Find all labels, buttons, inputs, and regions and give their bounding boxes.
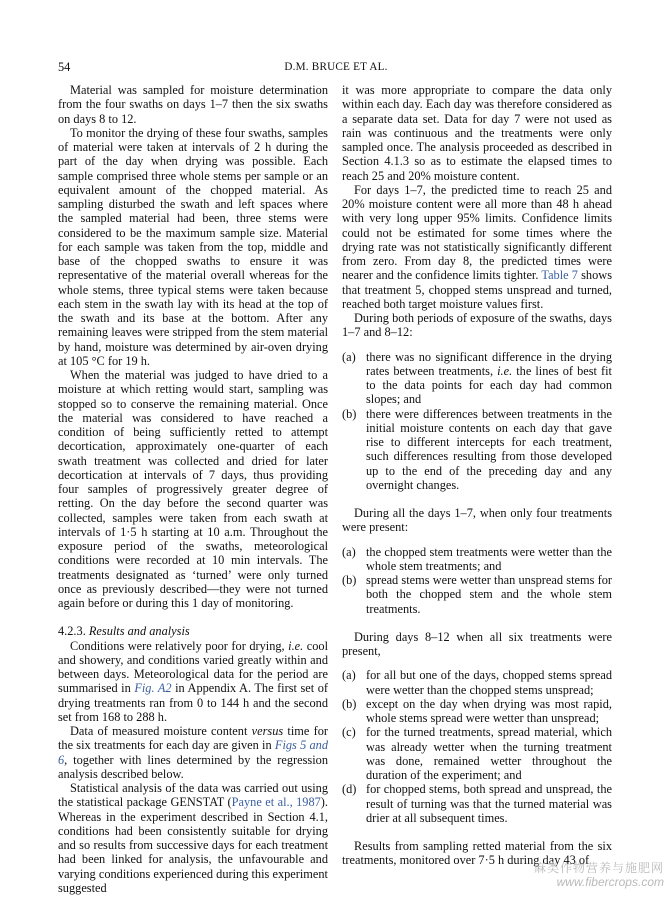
condition-list xyxy=(342,350,612,493)
condition-list xyxy=(342,668,612,825)
paragraph: it was more appropriate to compare the data only within each day. Each day was therefore considered as a separate data set. Data for day 7 were not used as rain was continuous and the treatments were only sampled once. The analysis proceeded as described in Section 4.1.3 so as to estimate the elapsed times to reach 25 and 20% moisture content. xyxy=(342,83,612,183)
paragraph: When the material was judged to have dried to a moisture at which retting would start, sampling was stopped so to conserve the remaining material. Once the material was considered to have reached a condition of being sufficiently retted to attempt decortication, approximately one-quarter of each swath treatment was collected and dried for later decortication at intervals of 7 days, thus providing four samples of progressively greater degree of retting. On the day before the second quarter was collected, samples were taken from each swath at intervals of 1·5 h starting at 10 a.m. Throughout the exposure period of the swaths, meteorological conditions were recorded at 10 min intervals. The treatments designated as ‘turned’ were only turned once as previously described—they were not turned again before or during this 1 day of monitoring. xyxy=(58,368,328,610)
paragraph: During all the days 1–7, when only four treatments were present: xyxy=(342,506,612,535)
paragraph: To monitor the drying of these four swaths, samples of material were taken at intervals of 2 h during the part of the day when drying was possible. Each sample comprised three whole stems per sample or an equivalent amount of the chopped material. As sampling disturbed the swath and left spaces where the sampled material had been, three stems were considered to be the maximum sample size. Material for each sample was taken from the top, middle and base of the chopped swaths to ensure it was representative of the material overall whereas for the whole stems, three typical stems were taken because each stem in the swath lay with its head at the top of the swath and its base at the bottom. After any remaining leaves were stripped from the stem material by hand, moisture was determined by air-oven drying at 105 °C for 19 h. xyxy=(58,125,328,368)
paragraph: Statistical analysis of the data was carried out using the statistical package GENSTAT (Payne et al., 1987). Whereas in the experiment described in Section 4.1, conditions had been consistently suitable for drying and so results from successive days for each treatment had been linked for analysis, the unfavourable and varying conditions experienced during this experiment suggested xyxy=(58,781,328,895)
paragraph: Data of measured moisture content versus time for the six treatments for each day are given in Figs 5 and 6, together with lines determined by the regression analysis described below. xyxy=(58,724,329,781)
watermark-url: www.fibercrops.com xyxy=(556,875,664,889)
figure-link[interactable]: Fig. A2 xyxy=(134,681,172,696)
section-number: 4.2.3. xyxy=(58,624,86,639)
paragraph: Material was sampled for moisture determination from the four swaths on days 1–7 then the six swaths on days 8 to 12. xyxy=(58,83,328,126)
list-item: (d) for chopped stems, both spread and unspread, the result of turning was that the turned material was drier at all subsequent times. xyxy=(342,782,612,825)
left-column xyxy=(58,83,328,895)
paragraph: For days 1–7, the predicted time to reach 25 and 20% moisture content were all more than 48 h ahead with very long upper 95% limits. Confidence limits could not be estimated for some times where the drying rate was not statistically significantly different from zero. From day 8, the predicted times were nearer and the confidence limits tighter. Table 7 shows that treatment 5, chopped stems unspread and turned, reached both target moisture values first. xyxy=(342,182,612,311)
list-item: (b) there were differences between treatments in the initial moisture contents on each day that gave rise to different intercepts for each treatment, such differences resulting from those developed up to the end of the preceding day and any overnight changes. xyxy=(342,406,612,492)
paragraph: Conditions were relatively poor for drying, i.e. cool and showery, and conditions varied greatly within and between days. Meteorological data for the period are summarised in Fig. A2 in Appendix A. The first set of drying treatments ran from 0 to 144 h and the second set from 168 to 288 h. xyxy=(58,638,329,724)
running-head: D.M. BRUCE ET AL. xyxy=(284,61,388,73)
condition-list xyxy=(342,545,612,616)
list-item: (a) for all but one of the days, chopped stems spread were wetter than the chopped stems unspread; xyxy=(342,668,612,697)
figure-link[interactable]: Figs 5 and 6 xyxy=(58,738,329,767)
watermark xyxy=(534,861,664,889)
list-item: (b) spread stems were wetter than unspread stems for both the chopped stem and the whole stem treatments. xyxy=(342,573,612,616)
right-column xyxy=(342,83,612,868)
list-item: (a) there was no significant difference in the drying rates between treatments, i.e. the lines of best fit to the data points for each day had common slopes; and xyxy=(342,349,612,407)
paragraph: During days 8–12 when all six treatments were present, xyxy=(342,629,612,658)
page-header xyxy=(58,60,614,76)
page-number: 54 xyxy=(58,60,71,74)
watermark-text: 麻类作物营养与施肥网 xyxy=(533,861,664,875)
section-title: Results and analysis xyxy=(88,624,190,639)
list-item: (a) the chopped stem treatments were wetter than the whole stem treatments; and xyxy=(342,544,612,573)
table-link[interactable]: Table 7 xyxy=(541,268,578,283)
section-heading xyxy=(58,624,328,638)
paragraph: During both periods of exposure of the swaths, days 1–7 and 8–12: xyxy=(342,311,612,340)
paragraph: Results from sampling retted material from the six treatments, monitored over 7·5 h during day 43 of xyxy=(342,839,612,868)
citation-link[interactable]: Payne et al., 1987 xyxy=(231,795,321,810)
list-item: (b) except on the day when drying was most rapid, whole stems spread were wetter than unspread; xyxy=(342,696,612,725)
list-item: (c) for the turned treatments, spread material, which was already wetter when the turning treatment was done, remained wetter throughout the duration of the experiment; and xyxy=(342,725,612,782)
